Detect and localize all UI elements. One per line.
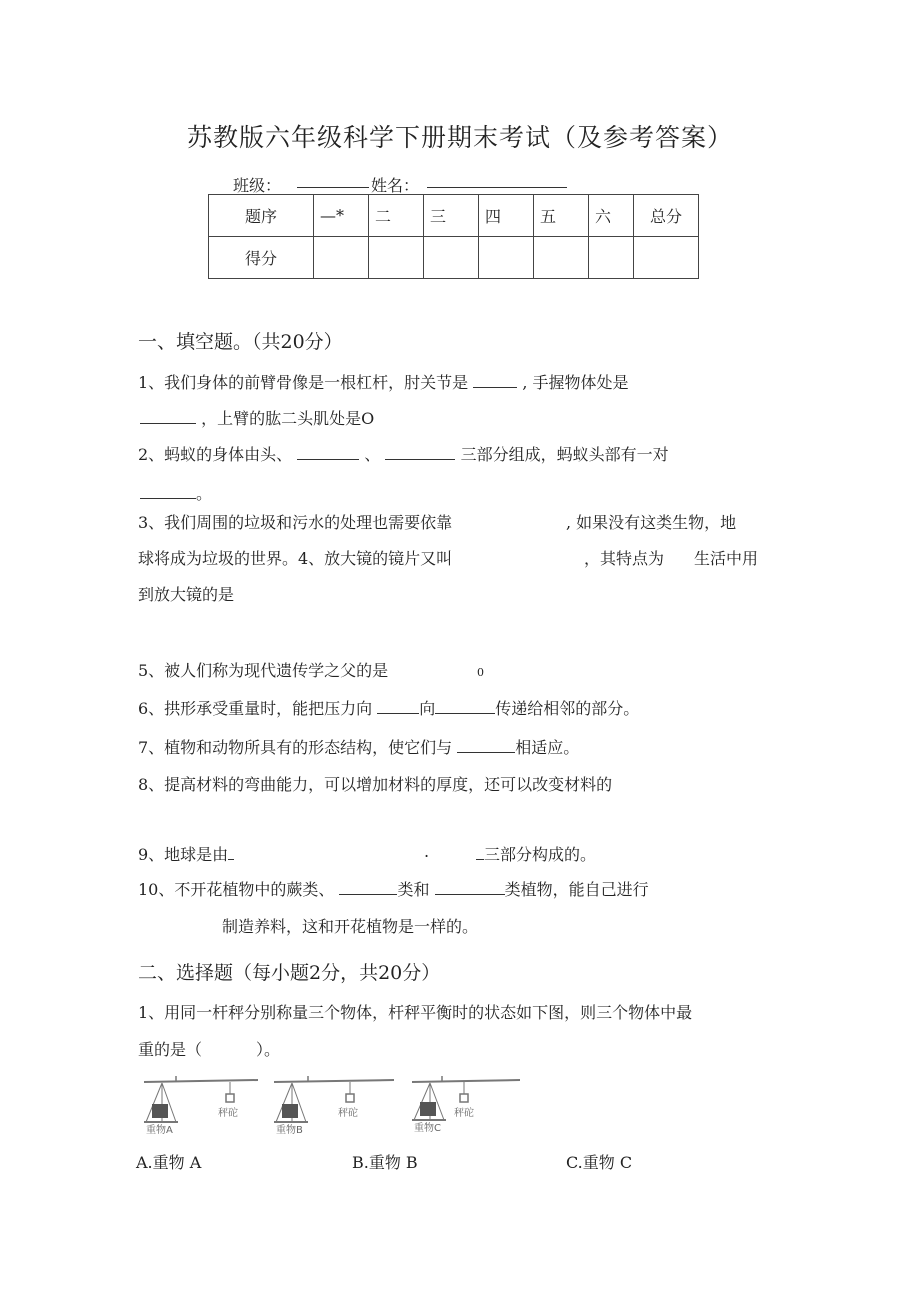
question-3-text: , 如果没有这类生物，地 <box>566 513 737 532</box>
weight-block <box>152 1104 168 1118</box>
question-8: 8、提高材料的弯曲能力，可以增加材料的厚度，还可以改变材料的 <box>138 775 613 794</box>
score-table <box>208 194 699 279</box>
q3-text: 3、我们周围的垃圾和污水的处理也需要依靠 <box>138 513 453 532</box>
q10-text: 10、不开花植物中的蕨类、 <box>138 880 335 899</box>
figure-label: 重物B <box>276 1125 303 1136</box>
header-cell: 三 <box>424 195 479 237</box>
question-2-cont <box>140 481 212 504</box>
class-field[interactable] <box>297 173 369 192</box>
header-cell: 二 <box>369 195 424 237</box>
q1-text: 1、我们身体的前臂骨像是一根杠杆，肘关节是 <box>138 373 469 392</box>
question-3-4: 球将成为垃圾的世界。4、放大镜的镜片又叫 <box>138 549 453 568</box>
answer-blank[interactable] <box>140 484 196 499</box>
steelyard-a <box>144 1076 258 1136</box>
steelyard-figure <box>140 1074 540 1136</box>
answer-blank[interactable] <box>476 845 484 860</box>
counterweight-icon <box>346 1094 354 1102</box>
steelyard-b <box>274 1076 394 1136</box>
header-cell: —* <box>314 195 369 237</box>
answer-blank[interactable] <box>339 880 397 895</box>
figure-label: 秤砣 <box>454 1108 474 1119</box>
q2-text: 。 <box>196 484 213 503</box>
header-cell: 五 <box>534 195 589 237</box>
name-field[interactable] <box>427 173 567 192</box>
score-cell[interactable] <box>314 237 369 279</box>
q6-text: 传递给相邻的部分。 <box>495 699 640 718</box>
q9-text: 9、地球是由 <box>138 845 229 864</box>
q1-text: ，上臂的肱二头肌处是O <box>201 409 375 428</box>
class-label: 班级： <box>233 176 282 195</box>
answer-blank[interactable] <box>435 880 505 895</box>
question-1-cont <box>140 406 374 429</box>
question-3 <box>138 510 452 533</box>
q6-text: 向 <box>419 699 436 718</box>
score-cell[interactable] <box>424 237 479 279</box>
weight-block <box>420 1102 436 1116</box>
mc-question-1-cont <box>138 1037 280 1060</box>
q10-text: 类和 <box>397 880 430 899</box>
score-cell[interactable] <box>534 237 589 279</box>
question-5: 5、被人们称为现代遗传学之父的是 <box>138 661 389 680</box>
question-2 <box>138 442 669 465</box>
option-c[interactable]: C.重物 C <box>566 1153 633 1172</box>
mc-question-1: 1、用同一杆秤分别称量三个物体，杆秤平衡时的状态如下图，则三个物体中最 <box>138 1003 693 1022</box>
answer-blank[interactable] <box>297 445 359 460</box>
mc-q1-text: ）。 <box>256 1040 281 1059</box>
score-cell[interactable] <box>634 237 699 279</box>
question-10 <box>138 877 649 900</box>
figure-label: 秤砣 <box>338 1108 358 1119</box>
score-cell[interactable] <box>589 237 634 279</box>
mc-q1-text: 重的是（ <box>138 1040 203 1059</box>
question-9-dot: . <box>424 842 430 861</box>
page-title: 苏教版六年级科学下册期末考试（及参考答案） <box>186 123 733 152</box>
q7-text: 7、植物和动物所具有的形态结构，使它们与 <box>138 738 453 757</box>
score-cell[interactable] <box>369 237 424 279</box>
question-9 <box>138 842 234 865</box>
option-a[interactable]: A.重物 A <box>136 1153 202 1172</box>
q10-text: 类植物，能自己进行 <box>504 880 649 899</box>
answer-blank[interactable] <box>435 699 495 714</box>
question-9-cont <box>476 842 596 865</box>
figure-label: 重物C <box>414 1123 441 1134</box>
figure-label: 秤砣 <box>218 1108 238 1119</box>
answer-blank[interactable] <box>140 409 196 424</box>
answer-blank[interactable] <box>385 445 455 460</box>
answer-blank[interactable] <box>377 699 419 714</box>
q2-text: 三部分组成，蚂蚁头部有一对 <box>460 445 669 464</box>
question-4-text: 生活中用 <box>694 549 759 568</box>
score-cell[interactable] <box>479 237 534 279</box>
question-4-text: ，其特点为 <box>584 549 665 568</box>
q6-text: 6、拱形承受重量时，能把压力向 <box>138 699 373 718</box>
q2-text: 、 <box>364 445 381 464</box>
counterweight-icon <box>226 1094 234 1102</box>
question-1 <box>138 370 629 393</box>
header-cell: 四 <box>479 195 534 237</box>
answer-blank[interactable] <box>457 738 515 753</box>
figure-label: 重物A <box>146 1125 173 1136</box>
section2-heading: 二、选择题（每小题2分，共20分） <box>138 962 441 984</box>
header-cell: 六 <box>589 195 634 237</box>
section1-heading: 一、填空题。（共20分） <box>138 331 343 353</box>
question-4-cont: 到放大镜的是 <box>138 585 235 604</box>
question-6 <box>138 696 639 719</box>
steelyard-c <box>412 1076 520 1134</box>
q7-text: 相适应。 <box>515 738 580 757</box>
weight-block <box>282 1104 298 1118</box>
question-10-cont: 制造养料，这和开花植物是一样的。 <box>222 917 479 936</box>
answer-blank[interactable] <box>473 373 517 388</box>
header-cell: 总分 <box>634 195 699 237</box>
q2-text: 2、蚂蚁的身体由头、 <box>138 445 293 464</box>
header-cell: 题序 <box>209 195 314 237</box>
q9-text: 三部分构成的。 <box>484 845 597 864</box>
name-label: 姓名： <box>371 176 420 195</box>
score-table-header-row <box>209 195 699 237</box>
row-label: 得分 <box>209 237 314 279</box>
score-table-score-row <box>209 237 699 279</box>
counterweight-icon <box>460 1094 468 1102</box>
question-7 <box>138 735 579 758</box>
q1-text: , 手握物体处是 <box>522 373 629 392</box>
question-5-mark: 0 <box>477 666 484 679</box>
answer-blank[interactable] <box>228 845 234 860</box>
option-b[interactable]: B.重物 B <box>352 1153 418 1172</box>
